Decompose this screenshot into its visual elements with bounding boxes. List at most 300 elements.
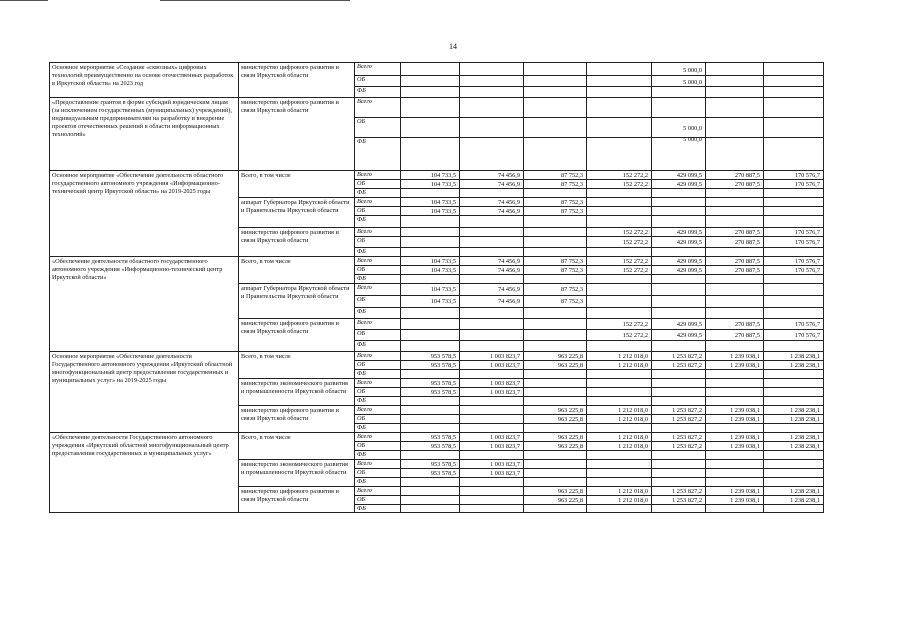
- value-cell-5: [651, 295, 705, 307]
- value-cell-1: 104 733,5: [400, 206, 459, 215]
- funding-source-cell: Всего: [354, 97, 400, 117]
- value-cell-8: 1 238 238,1: [763, 432, 824, 441]
- value-cell-4: [586, 137, 651, 170]
- value-cell-8: [763, 117, 824, 137]
- value-cell-4: 1 212 018,0: [586, 495, 651, 504]
- value-cell-7: 1 239 038,1: [705, 495, 763, 504]
- value-cell-7: [705, 283, 763, 295]
- value-cell-2: [459, 329, 523, 340]
- value-cell-2: [459, 504, 523, 513]
- event-name-cell: «Обеспечение деятельности областного государственного автономного учреждения «Информационно-технический центр Иркутской области»: [49, 256, 238, 351]
- value-cell-8: [763, 459, 824, 468]
- funding-source-cell: ОБ: [354, 236, 400, 247]
- value-cell-5: [651, 206, 705, 215]
- value-cell-2: 74 456,9: [459, 206, 523, 215]
- value-cell-4: 152 272,2: [586, 318, 651, 329]
- value-cell-3: 963 225,8: [523, 486, 586, 495]
- value-cell-5: [651, 378, 705, 387]
- value-cell-4: [586, 396, 651, 405]
- value-cell-8: [763, 295, 824, 307]
- value-cell-5: [651, 283, 705, 295]
- value-cell-7: 1 239 038,1: [705, 360, 763, 369]
- value-cell-8: [763, 369, 824, 378]
- value-cell-4: [586, 97, 651, 117]
- value-cell-8: [763, 62, 824, 75]
- funding-source-cell: ОБ: [354, 495, 400, 504]
- funding-source-cell: ОБ: [354, 117, 400, 137]
- funding-source-cell: ФБ: [354, 504, 400, 513]
- value-cell-3: [523, 459, 586, 468]
- value-cell-4: [586, 86, 651, 97]
- value-cell-2: [459, 340, 523, 351]
- value-cell-2: 1 003 823,7: [459, 441, 523, 450]
- funding-source-cell: ОБ: [354, 414, 400, 423]
- value-cell-1: [400, 215, 459, 227]
- value-cell-3: 87 752,3: [523, 179, 586, 188]
- value-cell-1: [400, 117, 459, 137]
- value-cell-7: [705, 369, 763, 378]
- value-cell-2: [459, 495, 523, 504]
- value-cell-5: 429 099,5: [651, 227, 705, 236]
- value-cell-3: 963 225,8: [523, 441, 586, 450]
- value-cell-5: 1 253 827,2: [651, 441, 705, 450]
- value-cell-2: 74 456,9: [459, 265, 523, 274]
- value-cell-5: [651, 477, 705, 486]
- value-cell-2: [459, 247, 523, 256]
- value-cell-7: 1 239 038,1: [705, 405, 763, 414]
- value-cell-3: [523, 137, 586, 170]
- funding-source-cell: ФБ: [354, 396, 400, 405]
- value-cell-8: 1 238 238,1: [763, 414, 824, 423]
- event-name-cell: Основное мероприятие «Обеспечение деятельности областного государственного автономного учреждения «Информационно-технический центр Иркутской области» на 2019-2025 годы: [49, 170, 238, 256]
- value-cell-4: 152 272,2: [586, 256, 651, 265]
- value-cell-8: [763, 450, 824, 459]
- executor-cell: министерство экономического развития и промышленности Иркутской области: [238, 378, 354, 405]
- value-cell-4: 152 272,2: [586, 227, 651, 236]
- value-cell-3: [523, 227, 586, 236]
- page-number: 14: [449, 42, 457, 51]
- value-cell-5: [651, 396, 705, 405]
- value-cell-5: 429 099,5: [651, 265, 705, 274]
- value-cell-7: [705, 504, 763, 513]
- value-cell-1: 953 578,5: [400, 459, 459, 468]
- value-cell-1: [400, 236, 459, 247]
- value-cell-2: [459, 423, 523, 432]
- value-cell-2: 74 456,9: [459, 179, 523, 188]
- value-cell-8: 170 576,7: [763, 256, 824, 265]
- value-cell-3: 87 752,3: [523, 265, 586, 274]
- value-cell-4: [586, 274, 651, 283]
- value-cell-8: [763, 468, 824, 477]
- value-cell-8: [763, 378, 824, 387]
- value-cell-2: 1 003 823,7: [459, 378, 523, 387]
- funding-source-cell: ФБ: [354, 477, 400, 486]
- value-cell-1: [400, 477, 459, 486]
- value-cell-8: [763, 97, 824, 117]
- funding-source-cell: ФБ: [354, 137, 400, 170]
- value-cell-2: [459, 486, 523, 495]
- value-cell-5: 1 253 827,2: [651, 360, 705, 369]
- value-cell-3: [523, 75, 586, 86]
- value-cell-4: 1 212 018,0: [586, 486, 651, 495]
- value-cell-3: 87 752,3: [523, 295, 586, 307]
- value-cell-7: [705, 206, 763, 215]
- value-cell-3: [523, 329, 586, 340]
- value-cell-5-extra: 5 000,0: [683, 125, 702, 132]
- value-cell-7: 270 887,5: [705, 318, 763, 329]
- value-cell-5: [651, 97, 705, 117]
- value-cell-4: 152 272,2: [586, 179, 651, 188]
- value-cell-2: [459, 227, 523, 236]
- funding-source-cell: ОБ: [354, 468, 400, 477]
- event-name-cell: Основное мероприятие «Создание «сквозных» цифровых технологий преимущественно на основе отечественных разработок в Иркутской области» на 2023 год: [49, 62, 238, 97]
- value-cell-4: 152 272,2: [586, 170, 651, 179]
- value-cell-8: [763, 423, 824, 432]
- value-cell-8: [763, 86, 824, 97]
- event-name-cell: «Предоставление грантов в форме субсидий юридическим лицам (за исключением государственных (муниципальных) учреждений), индивидуальным предпринимателям на разработку и внедрение проектов отечественных решений в области информационных технологий»: [49, 97, 238, 170]
- value-cell-1: 104 733,5: [400, 295, 459, 307]
- value-cell-1: [400, 495, 459, 504]
- value-cell-8: [763, 340, 824, 351]
- value-cell-2: 74 456,9: [459, 197, 523, 206]
- funding-source-cell: Всего: [354, 459, 400, 468]
- value-cell-7: [705, 468, 763, 477]
- value-cell-4: [586, 117, 651, 137]
- value-cell-4: 1 212 018,0: [586, 432, 651, 441]
- value-cell-8: [763, 387, 824, 396]
- value-cell-1: [400, 97, 459, 117]
- value-cell-1: [400, 423, 459, 432]
- value-cell-8: 1 238 238,1: [763, 441, 824, 450]
- value-cell-1: [400, 486, 459, 495]
- value-cell-8: [763, 307, 824, 318]
- value-cell-4: [586, 477, 651, 486]
- value-cell-4: [586, 369, 651, 378]
- value-cell-8: 1 238 238,1: [763, 360, 824, 369]
- funding-source-cell: ОБ: [354, 329, 400, 340]
- funding-source-cell: Всего: [354, 170, 400, 179]
- value-cell-4: 152 272,2: [586, 265, 651, 274]
- value-cell-7: 270 887,5: [705, 236, 763, 247]
- value-cell-8: [763, 188, 824, 197]
- value-cell-2: [459, 307, 523, 318]
- value-cell-1: [400, 329, 459, 340]
- funding-source-cell: ФБ: [354, 86, 400, 97]
- value-cell-7: 270 887,5: [705, 179, 763, 188]
- value-cell-1: 953 578,5: [400, 378, 459, 387]
- value-cell-2: 1 003 823,7: [459, 459, 523, 468]
- value-cell-5: 429 099,5: [651, 256, 705, 265]
- funding-source-cell: Всего: [354, 432, 400, 441]
- funding-source-cell: Всего: [354, 256, 400, 265]
- value-cell-5: [651, 188, 705, 197]
- value-cell-7: [705, 307, 763, 318]
- value-cell-5: [651, 468, 705, 477]
- funding-source-cell: Всего: [354, 351, 400, 360]
- value-cell-3: [523, 117, 586, 137]
- value-cell-3: 963 225,8: [523, 405, 586, 414]
- value-cell-2: 1 003 823,7: [459, 468, 523, 477]
- executor-cell: аппарат Губернатора Иркутской области и Правительства Иркутской области: [238, 197, 354, 227]
- value-cell-5: 1 253 827,2: [651, 414, 705, 423]
- value-cell-3: 87 752,3: [523, 197, 586, 206]
- value-cell-8: 170 576,7: [763, 236, 824, 247]
- value-cell-5: 429 099,5: [651, 329, 705, 340]
- funding-source-cell: ФБ: [354, 369, 400, 378]
- executor-cell: Всего, в том числе: [238, 170, 354, 197]
- value-cell-1: [400, 188, 459, 197]
- funding-source-cell: Всего: [354, 318, 400, 329]
- value-cell-4: [586, 459, 651, 468]
- value-cell-8: [763, 75, 824, 86]
- value-cell-7: 1 239 038,1: [705, 486, 763, 495]
- executor-cell: министерство цифрового развития и связи Иркутской области: [238, 62, 354, 97]
- value-cell-7: [705, 197, 763, 206]
- value-cell-8: 170 576,7: [763, 227, 824, 236]
- value-cell-1: 953 578,5: [400, 360, 459, 369]
- value-cell-2: 1 003 823,7: [459, 351, 523, 360]
- value-cell-4: [586, 307, 651, 318]
- value-cell-4: 152 272,2: [586, 236, 651, 247]
- value-cell-8: 170 576,7: [763, 329, 824, 340]
- value-cell-7: [705, 75, 763, 86]
- value-cell-4: [586, 75, 651, 86]
- value-cell-7: 1 239 038,1: [705, 414, 763, 423]
- value-cell-2: [459, 405, 523, 414]
- value-cell-1: [400, 307, 459, 318]
- value-cell-2: [459, 75, 523, 86]
- value-cell-5: [651, 369, 705, 378]
- funding-source-cell: Всего: [354, 378, 400, 387]
- value-cell-4: [586, 387, 651, 396]
- value-cell-1: 953 578,5: [400, 432, 459, 441]
- value-cell-8: 1 238 238,1: [763, 351, 824, 360]
- executor-cell: министерство цифрового развития и связи Иркутской области: [238, 227, 354, 256]
- value-cell-2: [459, 236, 523, 247]
- value-cell-4: [586, 295, 651, 307]
- value-cell-5: 429 099,5: [651, 318, 705, 329]
- value-cell-5: [651, 86, 705, 97]
- value-cell-2: [459, 274, 523, 283]
- value-cell-1: [400, 414, 459, 423]
- value-cell-3: [523, 387, 586, 396]
- value-cell-5: [651, 215, 705, 227]
- funding-source-cell: ФБ: [354, 247, 400, 256]
- value-cell-3: 87 752,3: [523, 170, 586, 179]
- value-cell-1: [400, 318, 459, 329]
- value-cell-8: [763, 274, 824, 283]
- value-cell-3: [523, 62, 586, 75]
- value-cell-3: [523, 423, 586, 432]
- value-cell-1: 953 578,5: [400, 351, 459, 360]
- value-cell-7: [705, 387, 763, 396]
- value-cell-7: [705, 477, 763, 486]
- value-cell-5: 429 099,5: [651, 179, 705, 188]
- value-cell-3: 87 752,3: [523, 256, 586, 265]
- value-cell-7: [705, 117, 763, 137]
- value-cell-1: 104 733,5: [400, 265, 459, 274]
- value-cell-7: 270 887,5: [705, 170, 763, 179]
- value-cell-5: 1 253 827,2: [651, 432, 705, 441]
- value-cell-8: 1 238 238,1: [763, 495, 824, 504]
- funding-source-cell: ОБ: [354, 206, 400, 215]
- budget-table: [49, 62, 824, 520]
- value-cell-1: 104 733,5: [400, 197, 459, 206]
- value-cell-1: [400, 86, 459, 97]
- value-cell-4: [586, 283, 651, 295]
- value-cell-1: [400, 137, 459, 170]
- value-cell-2: 1 003 823,7: [459, 387, 523, 396]
- funding-source-cell: ОБ: [354, 295, 400, 307]
- value-cell-8: [763, 137, 824, 170]
- value-cell-5-extra: 5 000,0: [683, 67, 702, 74]
- value-cell-4: [586, 197, 651, 206]
- funding-source-cell: ОБ: [354, 441, 400, 450]
- value-cell-1: [400, 75, 459, 86]
- value-cell-7: 270 887,5: [705, 265, 763, 274]
- value-cell-5: [651, 459, 705, 468]
- value-cell-3: [523, 477, 586, 486]
- value-cell-8: [763, 477, 824, 486]
- value-cell-2: [459, 477, 523, 486]
- value-cell-4: 152 272,2: [586, 329, 651, 340]
- funding-source-cell: Всего: [354, 62, 400, 75]
- executor-cell: министерство цифрового развития и связи Иркутской области: [238, 405, 354, 432]
- value-cell-7: [705, 247, 763, 256]
- value-cell-3: [523, 188, 586, 197]
- value-cell-4: 1 212 018,0: [586, 351, 651, 360]
- value-cell-8: 170 576,7: [763, 318, 824, 329]
- value-cell-2: 74 456,9: [459, 256, 523, 265]
- funding-source-cell: ФБ: [354, 450, 400, 459]
- funding-source-cell: ФБ: [354, 188, 400, 197]
- value-cell-1: [400, 247, 459, 256]
- executor-cell: Всего, в том числе: [238, 256, 354, 283]
- executor-cell: Всего, в том числе: [238, 432, 354, 459]
- value-cell-7: [705, 137, 763, 170]
- value-cell-5-extra: 5 000,0: [683, 79, 702, 86]
- value-cell-2: 74 456,9: [459, 295, 523, 307]
- value-cell-5: [651, 387, 705, 396]
- funding-source-cell: ОБ: [354, 179, 400, 188]
- value-cell-2: 1 003 823,7: [459, 360, 523, 369]
- executor-cell: министерство цифрового развития и связи Иркутской области: [238, 97, 354, 170]
- value-cell-1: 104 733,5: [400, 256, 459, 265]
- funding-source-cell: ФБ: [354, 340, 400, 351]
- value-cell-8: 170 576,7: [763, 265, 824, 274]
- value-cell-4: [586, 206, 651, 215]
- value-cell-7: [705, 450, 763, 459]
- value-cell-7: [705, 274, 763, 283]
- funding-source-cell: ОБ: [354, 265, 400, 274]
- value-cell-3: [523, 504, 586, 513]
- executor-cell: Всего, в том числе: [238, 351, 354, 378]
- value-cell-4: [586, 450, 651, 459]
- value-cell-5: [651, 247, 705, 256]
- value-cell-2: [459, 215, 523, 227]
- value-cell-4: 1 212 018,0: [586, 405, 651, 414]
- value-cell-5: 1 253 827,2: [651, 495, 705, 504]
- value-cell-3: [523, 468, 586, 477]
- value-cell-4: [586, 215, 651, 227]
- value-cell-4: [586, 62, 651, 75]
- funding-source-cell: ФБ: [354, 274, 400, 283]
- value-cell-1: [400, 227, 459, 236]
- value-cell-8: [763, 396, 824, 405]
- value-cell-3: 963 225,8: [523, 495, 586, 504]
- value-cell-7: [705, 97, 763, 117]
- value-cell-1: [400, 369, 459, 378]
- funding-source-cell: ОБ: [354, 387, 400, 396]
- executor-cell: министерство экономического развития и промышленности Иркутской области: [238, 459, 354, 486]
- funding-source-cell: Всего: [354, 405, 400, 414]
- value-cell-7: [705, 295, 763, 307]
- value-cell-3: [523, 369, 586, 378]
- value-cell-8: 1 238 238,1: [763, 405, 824, 414]
- value-cell-5: 429 099,5: [651, 236, 705, 247]
- value-cell-4: [586, 188, 651, 197]
- funding-source-cell: ОБ: [354, 360, 400, 369]
- value-cell-5: [651, 504, 705, 513]
- value-cell-5: [651, 307, 705, 318]
- value-cell-5: 1 253 827,2: [651, 405, 705, 414]
- value-cell-7: 270 887,5: [705, 227, 763, 236]
- value-cell-8: [763, 197, 824, 206]
- value-cell-2: 1 003 823,7: [459, 432, 523, 441]
- value-cell-3: 963 225,8: [523, 360, 586, 369]
- executor-cell: министерство цифрового развития и связи Иркутской области: [238, 486, 354, 513]
- value-cell-1: [400, 62, 459, 75]
- funding-source-cell: ФБ: [354, 307, 400, 318]
- value-cell-5: 429 099,5: [651, 170, 705, 179]
- value-cell-1: [400, 274, 459, 283]
- event-name-cell: Основное мероприятие «Обеспечение деятельности Государственного автономного учреждения «Иркутский областной многофункциональный центр предоставления государственных и муниципальных услуг» на 2019-2025 годы: [49, 351, 238, 432]
- value-cell-8: [763, 283, 824, 295]
- value-cell-4: 1 212 018,0: [586, 441, 651, 450]
- value-cell-2: [459, 396, 523, 405]
- value-cell-1: [400, 396, 459, 405]
- value-cell-1: 104 733,5: [400, 179, 459, 188]
- value-cell-3: [523, 450, 586, 459]
- value-cell-5: 1 253 827,2: [651, 486, 705, 495]
- value-cell-1: [400, 405, 459, 414]
- value-cell-7: 1 239 038,1: [705, 351, 763, 360]
- value-cell-5: [651, 450, 705, 459]
- value-cell-3: 87 752,3: [523, 206, 586, 215]
- event-name-cell: «Обеспечение деятельности Государственного автономного учреждения «Иркутский областной многофункциональный центр предоставления государственных и муниципальных услуг»: [49, 432, 238, 513]
- value-cell-1: 953 578,5: [400, 468, 459, 477]
- funding-source-cell: ФБ: [354, 215, 400, 227]
- value-cell-2: 74 456,9: [459, 170, 523, 179]
- value-cell-3: [523, 97, 586, 117]
- value-cell-4: [586, 247, 651, 256]
- value-cell-4: [586, 378, 651, 387]
- value-cell-2: [459, 450, 523, 459]
- value-cell-3: [523, 274, 586, 283]
- value-cell-5: [651, 137, 705, 170]
- value-cell-3: [523, 307, 586, 318]
- value-cell-7: [705, 396, 763, 405]
- value-cell-2: [459, 369, 523, 378]
- value-cell-5-extra: 5 000,0: [683, 136, 702, 143]
- funding-source-cell: Всего: [354, 283, 400, 295]
- value-cell-1: [400, 504, 459, 513]
- value-cell-4: [586, 468, 651, 477]
- value-cell-3: 963 225,8: [523, 414, 586, 423]
- value-cell-3: [523, 86, 586, 97]
- value-cell-2: 74 456,9: [459, 283, 523, 295]
- executor-cell: аппарат Губернатора Иркутской области и Правительства Иркутской области: [238, 283, 354, 318]
